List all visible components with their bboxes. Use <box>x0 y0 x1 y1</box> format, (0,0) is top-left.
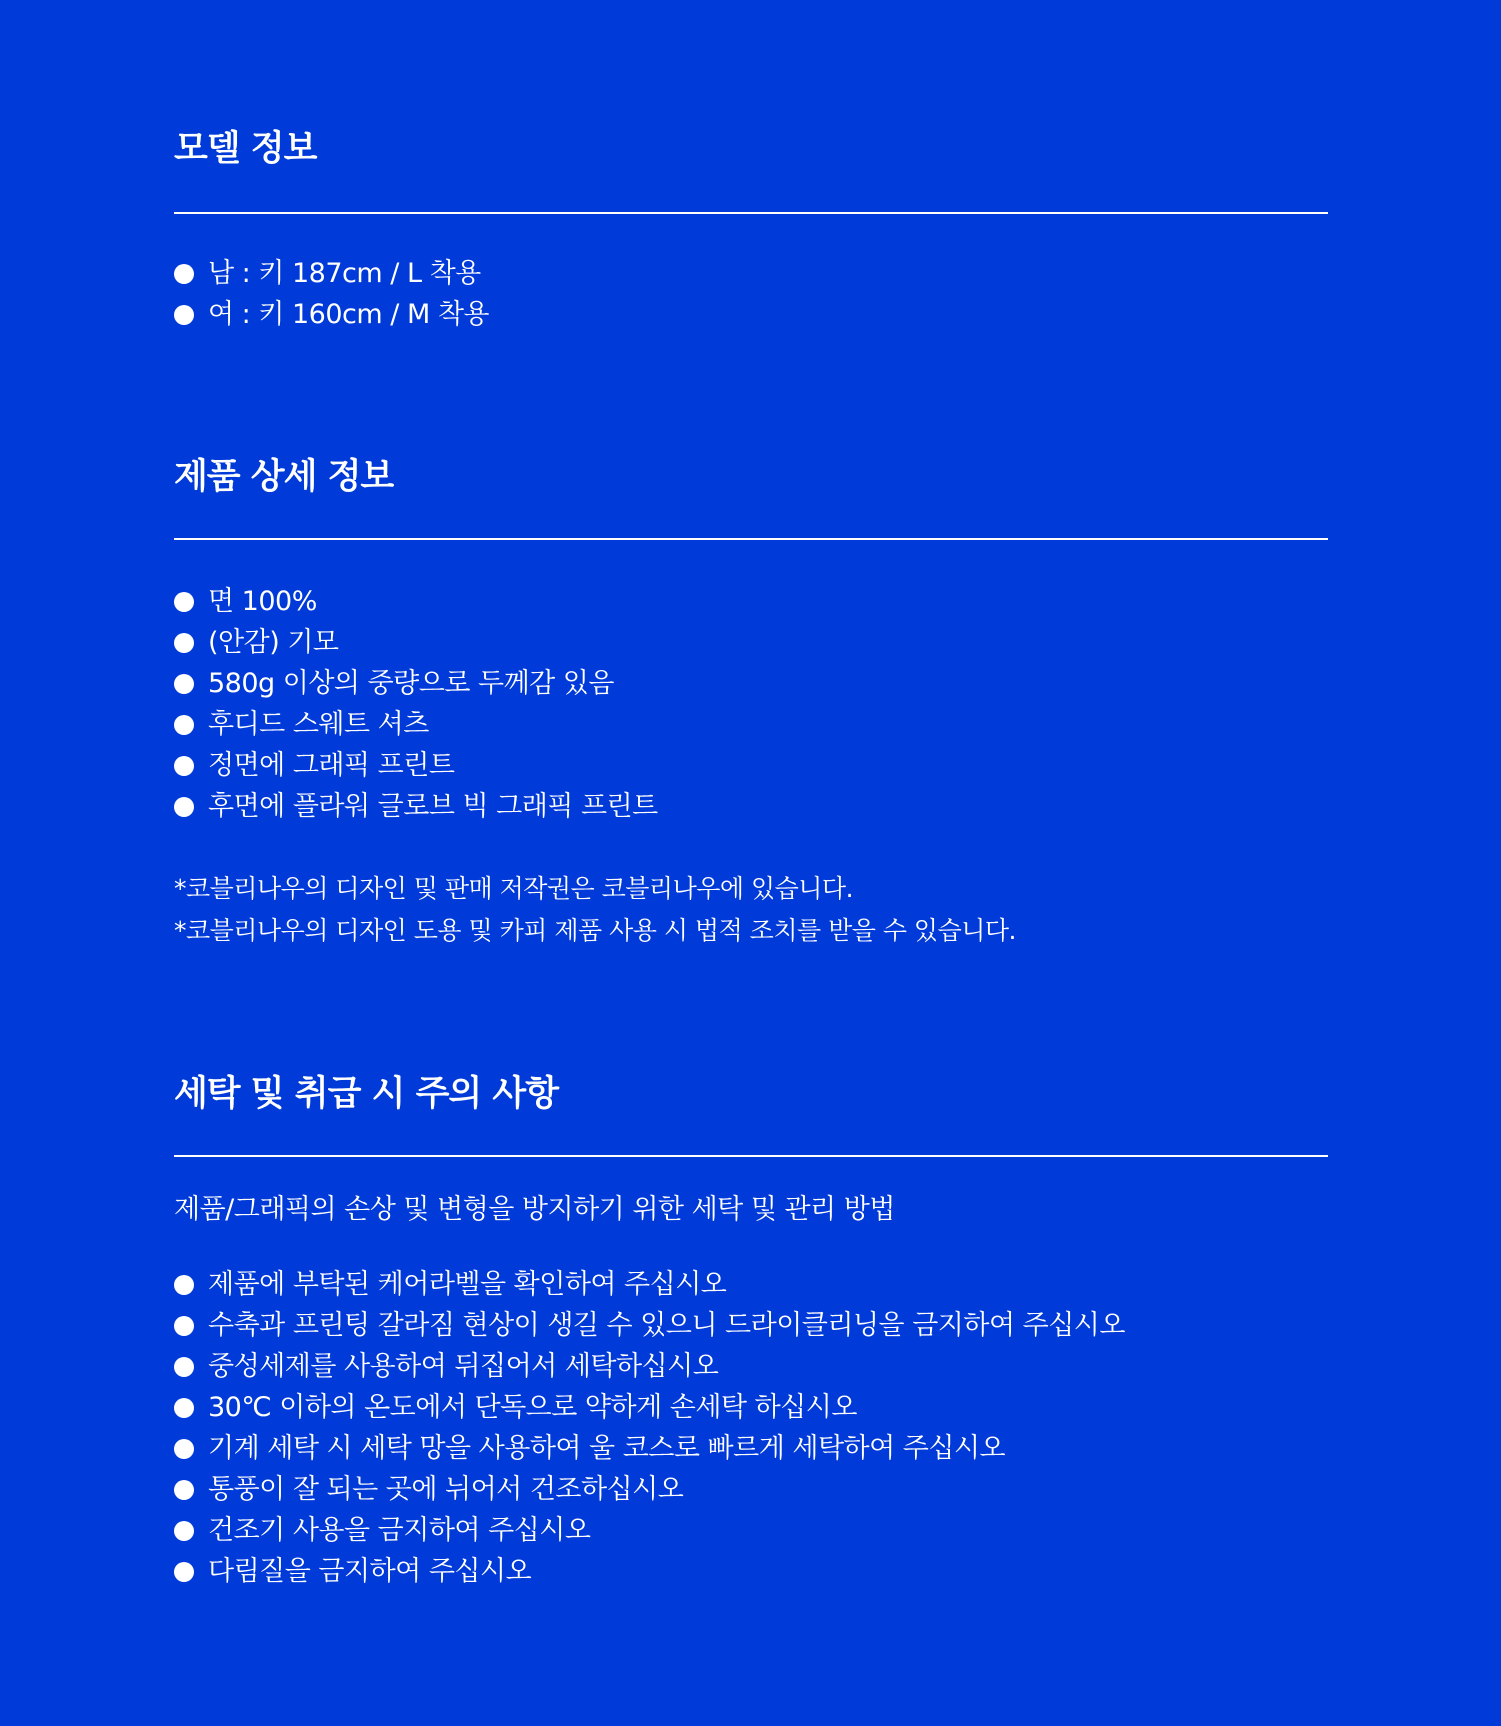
care-list <box>174 1264 1125 1592</box>
list-item <box>174 1346 1125 1387</box>
list-item <box>174 1469 1125 1510</box>
list-item <box>174 253 489 294</box>
list-item-text: 30℃ 이하의 온도에서 단독으로 약하게 손세탁 하십시오 <box>208 1392 857 1423</box>
list-item <box>174 663 658 704</box>
product-details-divider <box>174 538 1328 540</box>
list-item-text: 후면에 플라워 글로브 빅 그래픽 프린트 <box>208 791 658 822</box>
list-item-text: 기계 세탁 시 세탁 망을 사용하여 울 코스로 빠르게 세탁하여 주십시오 <box>208 1433 1006 1464</box>
list-item-text: 건조기 사용을 금지하여 주십시오 <box>208 1515 591 1546</box>
list-item-text: 580g 이상의 중량으로 두께감 있음 <box>208 668 614 699</box>
list-item-text: 남 : 키 187cm / L 착용 <box>208 258 481 289</box>
list-item-text: 중성세제를 사용하여 뒤집어서 세탁하십시오 <box>208 1351 719 1382</box>
list-item <box>174 704 658 745</box>
copyright-note: *코블리나우의 디자인 및 판매 저작권은 코블리나우에 있습니다. <box>174 874 854 903</box>
bullet-icon <box>174 1480 194 1500</box>
copyright-note: *코블리나우의 디자인 도용 및 카피 제품 사용 시 법적 조치를 받을 수 있습니다. <box>174 916 1016 945</box>
product-details-list <box>174 581 658 827</box>
list-item <box>174 1428 1125 1469</box>
list-item-text: 통풍이 잘 되는 곳에 뉘어서 건조하십시오 <box>208 1474 684 1505</box>
list-item <box>174 294 489 335</box>
product-details-section <box>174 454 1328 945</box>
care-intro: 제품/그래픽의 손상 및 변형을 방지하기 위한 세탁 및 관리 방법 <box>174 1194 895 1225</box>
bullet-icon <box>174 674 194 694</box>
bullet-icon <box>174 1316 194 1336</box>
bullet-icon <box>174 1398 194 1418</box>
list-item <box>174 1510 1125 1551</box>
bullet-icon <box>174 797 194 817</box>
list-item <box>174 1387 1125 1428</box>
list-item <box>174 1264 1125 1305</box>
bullet-icon <box>174 1275 194 1295</box>
list-item-text: 여 : 키 160cm / M 착용 <box>208 299 489 330</box>
bullet-icon <box>174 715 194 735</box>
bullet-icon <box>174 1439 194 1459</box>
list-item <box>174 1551 1125 1592</box>
list-item-text: (안감) 기모 <box>208 627 339 658</box>
list-item-text: 면 100% <box>208 586 317 617</box>
list-item <box>174 581 658 622</box>
bullet-icon <box>174 305 194 325</box>
model-info-title: 모델 정보 <box>174 129 317 169</box>
model-info-divider <box>174 212 1328 214</box>
list-item <box>174 1305 1125 1346</box>
list-item-text: 제품에 부탁된 케어라벨을 확인하여 주십시오 <box>208 1269 727 1300</box>
list-item <box>174 622 658 663</box>
list-item-text: 수축과 프린팅 갈라짐 현상이 생길 수 있으니 드라이클리닝을 금지하여 주십시오 <box>208 1310 1125 1341</box>
list-item <box>174 786 658 827</box>
care-title: 세탁 및 취급 시 주의 사항 <box>174 1074 559 1114</box>
model-info-list <box>174 253 489 335</box>
bullet-icon <box>174 756 194 776</box>
bullet-icon <box>174 264 194 284</box>
model-info-section <box>174 126 1328 330</box>
care-section <box>174 1071 1328 1587</box>
copyright-notes <box>174 868 1016 952</box>
product-details-title: 제품 상세 정보 <box>174 457 394 497</box>
list-item-text: 후디드 스웨트 셔츠 <box>208 709 429 740</box>
bullet-icon <box>174 1521 194 1541</box>
list-item-text: 정면에 그래픽 프린트 <box>208 750 455 781</box>
list-item-text: 다림질을 금지하여 주십시오 <box>208 1556 532 1587</box>
bullet-icon <box>174 1562 194 1582</box>
bullet-icon <box>174 1357 194 1377</box>
bullet-icon <box>174 592 194 612</box>
list-item <box>174 745 658 786</box>
care-divider <box>174 1155 1328 1157</box>
bullet-icon <box>174 633 194 653</box>
